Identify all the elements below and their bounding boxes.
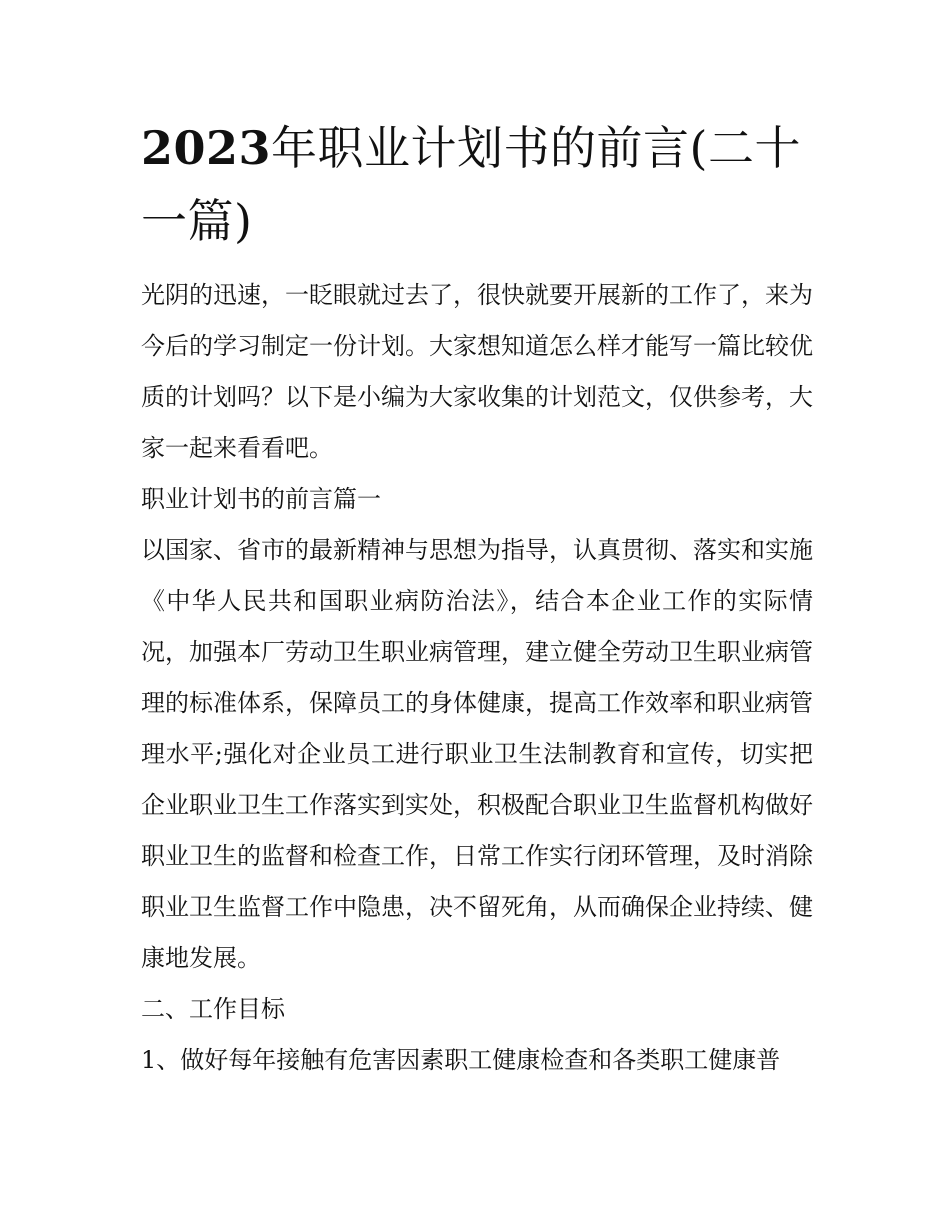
goal-item-1: 1、做好每年接触有危害因素职工健康检查和各类职工健康普	[141, 1046, 781, 1074]
title-year: 2023	[141, 121, 272, 175]
section-heading: 职业计划书的前言篇一	[141, 485, 381, 513]
document-title	[141, 112, 813, 258]
intro-paragraph: 光阴的迅速，一眨眼就过去了，很快就要开展新的工作了，来为今后的学习制定一份计划。大家想知道怎么样才能写一篇比较优质的计划吗？以下是小编为大家收集的计划范文，仅供参考，大家一起来看看吧。	[141, 281, 813, 462]
section-paragraph: 以国家、省市的最新精神与思想为指导，认真贯彻、落实和实施《中华人民共和国职业病防治法》，结合本企业工作的实际情况，加强本厂劳动卫生职业病管理，建立健全劳动卫生职业病管理的标准体系，保障员工的身体健康，提高工作效率和职业病管理水平;强化对企业员工进行职业卫生法制教育和宣传，切实把企业职业卫生工作落实到实处，积极配合职业卫生监督机构做好职业卫生的监督和检查工作，日常工作实行闭环管理，及时消除职业卫生监督工作中隐患，决不留死角，从而确保企业持续、健康地发展。	[141, 536, 813, 972]
goals-heading: 二、工作目标	[141, 995, 285, 1023]
title-text: 年职业计划书的前言(二十一篇)	[141, 121, 801, 248]
document-page	[141, 112, 813, 1086]
